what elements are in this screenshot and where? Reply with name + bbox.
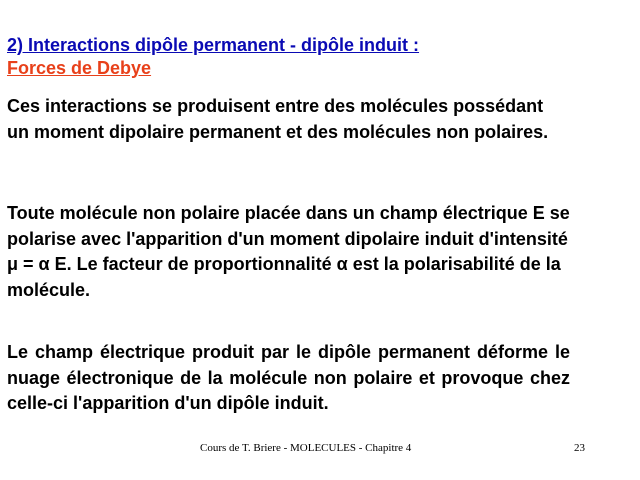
mu-symbol: μ — [7, 254, 19, 274]
paragraph-polarisation — [7, 201, 570, 303]
page-number: 23 — [574, 442, 585, 454]
paragraph-polarisation-text-3: est la polarisabilité de la molécule. — [7, 254, 561, 300]
footer-course-title: Cours de T. Briere - MOLECULES - Chapitre 4 — [200, 442, 412, 454]
section-subtitle: Forces de Debye — [7, 58, 152, 78]
alpha-symbol: α — [38, 254, 50, 274]
paragraph-definition: Ces interactions se produisent entre des molécules possédant un moment dipolaire permanent et des molécules non polaires. — [7, 96, 549, 142]
alpha-symbol-2: α — [336, 254, 348, 274]
paragraph-deformation: Le champ électrique produit par le dipôle permanent déforme le nuage électronique de la molécule non polaire et provoque chez celle-ci l'apparition d'un dipôle induit. — [7, 342, 570, 413]
equals-sign: = — [18, 254, 39, 274]
section-heading — [7, 34, 419, 80]
paragraph-polarisation-text-1: Toute molécule non polaire placée dans un champ électrique E se polarise avec l'apparition d'un moment dipolaire induit d'intensité — [7, 203, 570, 249]
paragraph-polarisation-text-2: E. Le facteur de proportionnalité — [49, 254, 337, 274]
section-title: 2) Interactions dipôle permanent - dipôle induit : — [7, 35, 420, 55]
